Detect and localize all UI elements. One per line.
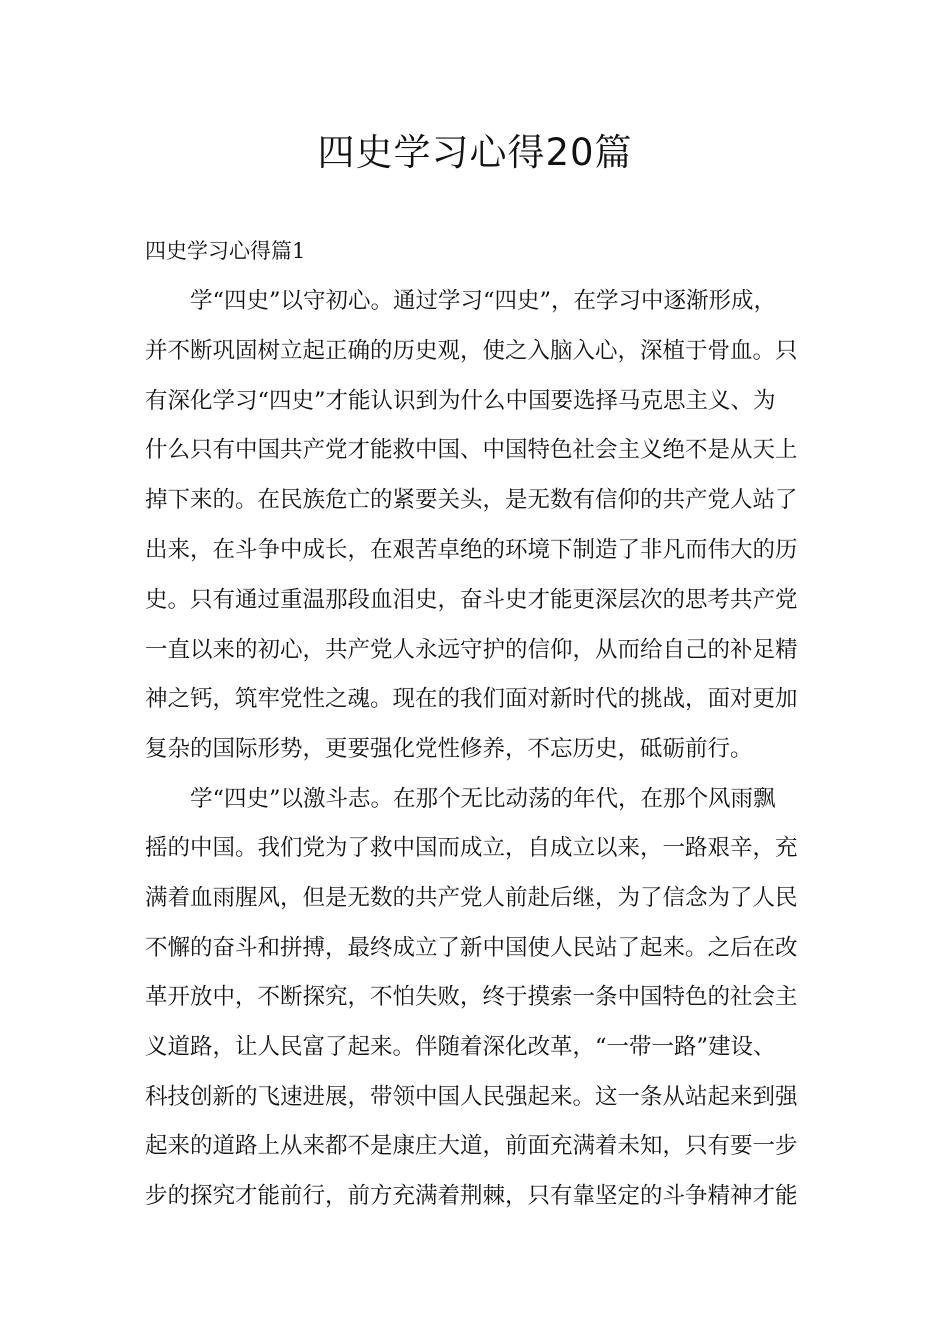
document-title: 四史学习心得20篇 [317, 131, 633, 174]
paragraph-1-line: 什么只有中国共产党才能救中国、中国特色社会主义绝不是从天上 [145, 437, 798, 463]
paragraph-2-line: 不懈的奋斗和拼搏，最终成立了新中国使人民站了起来。之后在改 [145, 935, 798, 961]
paragraph-2-line: 满着血雨腥风，但是无数的共产党人前赴后继，为了信念为了人民 [145, 885, 798, 911]
paragraph-2-line: 学“四史”以激斗志。在那个无比动荡的年代，在那个风雨飘 [145, 786, 776, 812]
paragraph-1-line: 神之钙，筑牢党性之魂。现在的我们面对新时代的挑战，面对更加 [145, 686, 798, 712]
paragraph-2-line: 革开放中，不断探究，不怕失败，终于摸索一条中国特色的社会主 [145, 984, 798, 1010]
paragraph-1-line: 学“四史”以守初心。通过学习“四史”，在学习中逐渐形成， [145, 288, 777, 314]
paragraph-1-line: 出来，在斗争中成长，在艰苦卓绝的环境下制造了非凡而伟大的历 [145, 537, 798, 563]
paragraph-1-line: 一直以来的初心，共产党人永远守护的信仰，从而给自己的补足精 [145, 637, 798, 663]
paragraph-2-line: 起来的道路上从来都不是康庄大道，前面充满着未知，只有要一步 [145, 1133, 798, 1159]
paragraph-1-line: 并不断巩固树立起正确的历史观，使之入脑入心，深植于骨血。只 [145, 338, 798, 364]
section-heading: 四史学习心得篇1 [145, 239, 306, 263]
paragraph-1-line: 史。只有通过重温那段血泪史，奋斗史才能更深层次的思考共产党 [145, 587, 798, 613]
paragraph-2-line: 科技创新的飞速进展，带领中国人民强起来。这一条从站起来到强 [145, 1084, 798, 1110]
paragraph-1-line: 复杂的国际形势，更要强化党性修养，不忘历史，砥砺前行。 [145, 736, 753, 762]
paragraph-2-line: 摇的中国。我们党为了救中国而成立，自成立以来，一路艰辛，充 [145, 835, 798, 861]
paragraph-1-line: 有深化学习“四史”才能认识到为什么中国要选择马克思主义、为 [145, 388, 776, 414]
paragraph-2-line: 义道路，让人民富了起来。伴随着深化改革，“一带一路”建设、 [145, 1034, 776, 1060]
paragraph-1-line: 掉下来的。在民族危亡的紧要关头，是无数有信仰的共产党人站了 [145, 487, 798, 513]
paragraph-2-line: 步的探究才能前行，前方充满着荆棘，只有靠坚定的斗争精神才能 [145, 1183, 798, 1209]
